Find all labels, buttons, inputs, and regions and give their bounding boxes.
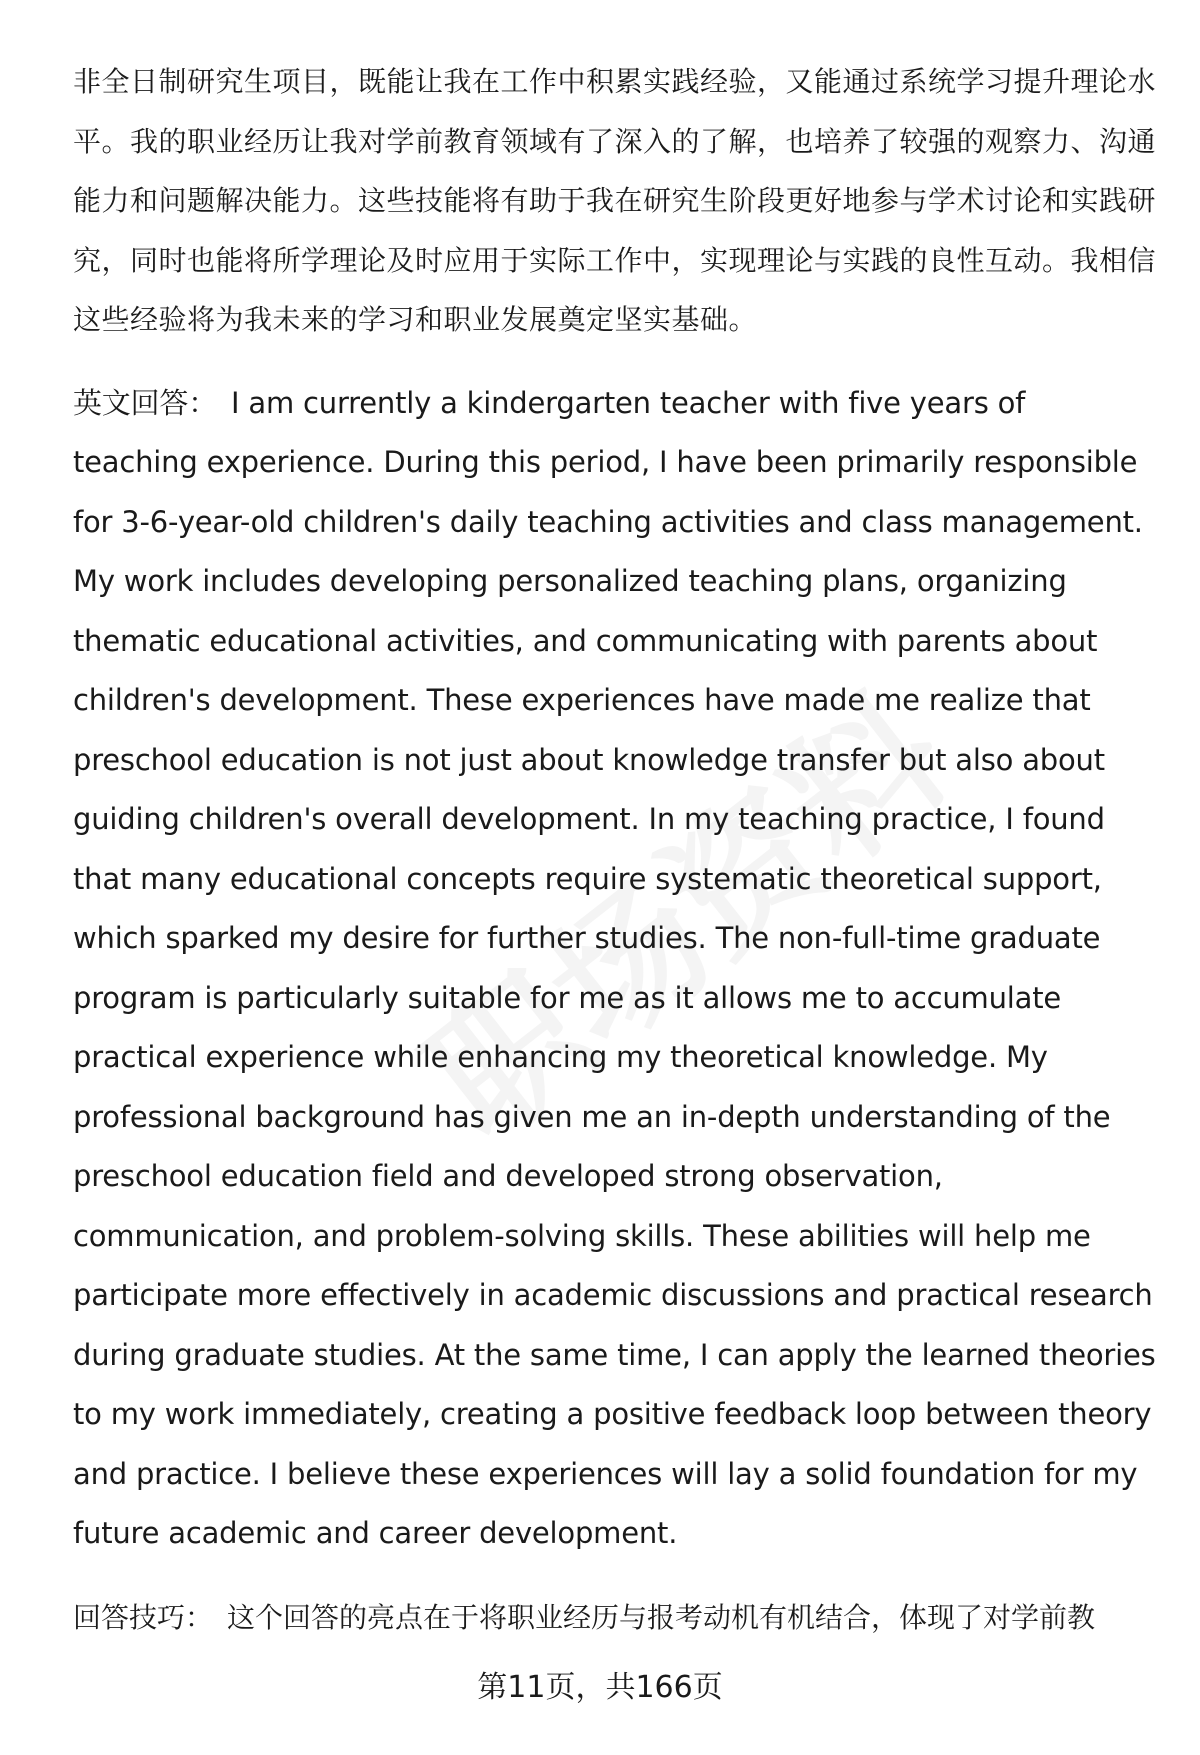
page-number: 第11页，共166页 bbox=[477, 1670, 723, 1705]
answer-tips-text: 这个回答的亮点在于将职业经历与报考动机有机结合，体现了对学前教 bbox=[227, 1600, 1096, 1634]
chinese-answer-continuation: 非全日制研究生项目，既能让我在工作中积累实践经验，又能通过系统学习提升理论水平。我的职业经历让我对学前教育领域有了深入的了解，也培养了较强的观察力、沟通能力和问题解决能力。这些技能将有助于我在研究生阶段更好地参与学术讨论和实践研究，同时也能将所学理论及时应用于实际工作中，实现理论与实践的良性互动。我相信这些经验将为我未来的学习和职业发展奠定坚实基础。 bbox=[73, 65, 1157, 336]
english-answer-text: I am currently a kindergarten teacher with five years of teaching experience. During this period, I have been primarily responsible for 3-6-year-old children's daily teaching activities and class management. My work includes developing personalized teaching plans, organizing thematic educational activities, and communicating with parents about children's development. These experiences have made me realize that preschool education is not just about knowledge transfer but also about guiding children's overall development. In my teaching practice, I found that many educational concepts require systematic theoretical support, which sparked my desire for further studies. The non-full-time graduate program is particularly suitable for me as it allows me to accumulate practical experience while enhancing my theoretical knowledge. My professional background has given me an in-depth understanding of the preschool education field and developed strong observation, communication, and problem-solving skills. These abilities will help me participate more effectively in academic discussions and practical research during graduate studies. At the same time, I can apply the learned theories to my work immediately, creating a positive feedback loop between theory and practice. I believe these experiences will lay a solid foundation for my future academic and career development. bbox=[73, 385, 1156, 1550]
answer-tips-paragraph bbox=[73, 1588, 1158, 1648]
document-body bbox=[73, 52, 1158, 1647]
answer-tips-label: 回答技巧： bbox=[73, 1600, 214, 1634]
english-answer-paragraph bbox=[73, 374, 1158, 1564]
english-answer-label: 英文回答： bbox=[73, 385, 218, 420]
